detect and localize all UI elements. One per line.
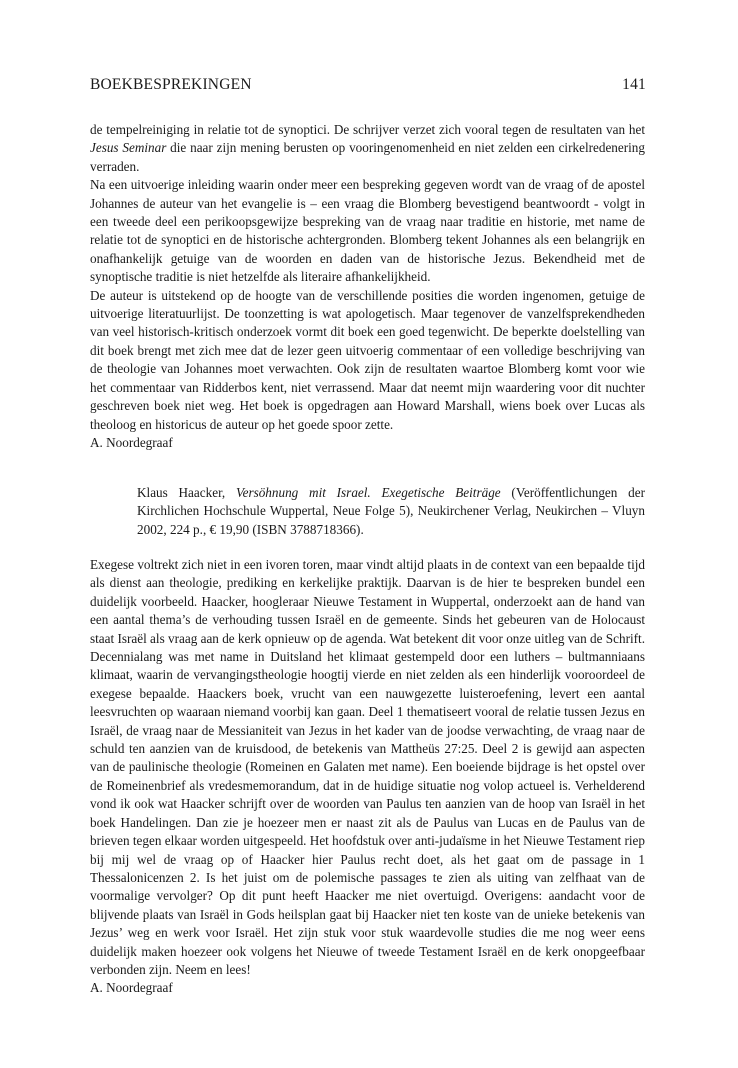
review1-paragraph-2: Na een uitvoerige inleiding waarin onder meer een bespreking gegeven wordt van de vraag of de apostel Johannes de auteur van het evangelie is – een vraag die Blomberg bevestigend beantwoordt - volgt in een tweede deel een perikoopsgewijze bespreking van de vraag naar traditie en historie, met name de relatie tot de synoptici en de historische achtergronden. Blomberg tekent Johannes als een belangrijk en onafhankelijk getuige van de woorden en daden van de historische Jezus. Bekendheid met de synoptische traditie is niet hetzelfde als literaire afhankelijkheid. <box>90 177 645 285</box>
review1-p1-text-b: die naar zijn mening berusten op vooringenomenheid en niet zelden een cirkelredenering verraden. <box>90 140 645 174</box>
review1-p1-text-a: de tempelreiniging in relatie tot de synoptici. De schrijver verzet zich vooral tegen de resultaten van het <box>90 122 645 137</box>
review1-signature: A. Noordegraaf <box>90 434 173 450</box>
review1-paragraph-3: De auteur is uitstekend op de hoogte van de verschillende posities die worden ingenomen, getuige de uitvoerige literatuurlijst. De toonzetting is wat apologetisch. Maar tegenover de vanzelfsprekendheden van veel historisch-kritisch onderzoek vormt dit boek een goed tegenwicht. De beperkte doelstelling van dit boek brengt met zich mee dat de lezer geen uitvoerig commentaar of een volledige beschrijving van de theologie van Johannes moet verwachten. Ook zijn de resultaten waartoe Blomberg komt voor wie het commentaar van Ridderbos kent, niet verrassend. Maar dat neemt mijn waardering voor dit nuchter geschreven boek niet weg. Het boek is opgedragen aan Howard Marshall, wiens boek over Lucas als theoloog en historicus de auteur op het goede spoor zette. <box>90 287 645 432</box>
bibliographic-entry <box>137 484 645 539</box>
bib-title: Versöhnung mit Israel. Exegetische Beiträge <box>236 485 501 500</box>
bib-details: (Veröffentlichungen der Kirchlichen Hochschule Wuppertal, Neue Folge 5), Neukirchener Verlag, Neukirchen – Vluyn 2002, 224 p., € 19,90 (ISBN 3788718366). <box>137 485 645 537</box>
review-blomberg <box>90 121 645 452</box>
bib-author: Klaus Haacker, <box>137 485 236 500</box>
review-haacker <box>90 556 645 998</box>
review1-p1-italic-title: Jesus Seminar <box>90 140 167 156</box>
section-title: BOEKBESPREKINGEN <box>90 76 252 93</box>
review2-body: Exegese voltrekt zich niet in een ivoren toren, maar vindt altijd plaats in de context van een bepaalde tijd als dienst aan theologie, prediking en kerkelijke praktijk. Daarvan is de hier te bespreken bundel een duidelijk voorbeeld. Haacker, hoogleraar Nieuwe Testament in Wuppertal, onderzoekt aan de hand van een aantal thema’s de verhouding tussen Israël en de gemeente. Sinds het gebeuren van de Holocaust staat Israël als vraag aan de kerk opnieuw op de agenda. Wat betekent dit voor onze uitleg van de Schrift. Decennialang was met name in Duitsland het klimaat gestempeld door een luthers – bultmanniaans klimaat, waarin de vervangingstheologie hoogtij vierde en niet zelden als een hinderlijk vooroordeel de exegese bepaalde. Haackers boek, vrucht van een nauwgezette luisteroefening, levert een aantal leesvruchten op waaraan niemand voorbij kan gaan. Deel 1 thematiseert vooral de relatie tussen Jezus en Israël, de vraag naar de Messianiteit van Jezus in het kader van de joodse verwachting, de vraag naar de schuld ten aanzien van de kruisdood, de betekenis van Mattheüs 27:25. Deel 2 is gewijd aan aspecten van de paulinische theologie (Romeinen en Galaten met name). Een boeiende bijdrage is het opstel over de Romeinenbrief als vredesmemorandum, dat in de huidige situatie nog volop actueel is. Verhelderend vond ik ook wat Haacker schrijft over de woorden van Paulus ten aanzien van de hoop van Israël in het boek Handelingen. Dan zie je hoezeer men er naast zit als de Paulus van Lucas en de Paulus van de brieven tegen elkaar worden uitgespeeld. Het hoofdstuk over anti-judaïsme in het Nieuwe Testament riep bij mij wel de vraag op of Haacker hier Paulus recht doet, als het gaat om de passage in 1 Thessalonicenzen 2. Is het juist om de polemische passages te zien als uiting van zelfhaat van de voormalige vervolger? Op dit punt heeft Haacker me niet overtuigd. Overigens: aandacht voor de blijvende plaats van Israël in Gods heilsplan gaat bij Haacker niet ten koste van de unieke betekenis van Jezus’ weg en werk voor Israël. Het zijn stuk voor stuk waardevolle studies die me nog weer eens duidelijk maken hoezeer ook volgens het Nieuwe of tweede Testament Israël en de kerk onopgeefbaar verbonden zijn. Neem en lees! <box>90 557 645 977</box>
review1-paragraph-1 <box>90 121 645 176</box>
running-header <box>90 76 646 94</box>
review2-signature: A. Noordegraaf <box>90 980 173 996</box>
page-number: 141 <box>622 76 646 93</box>
